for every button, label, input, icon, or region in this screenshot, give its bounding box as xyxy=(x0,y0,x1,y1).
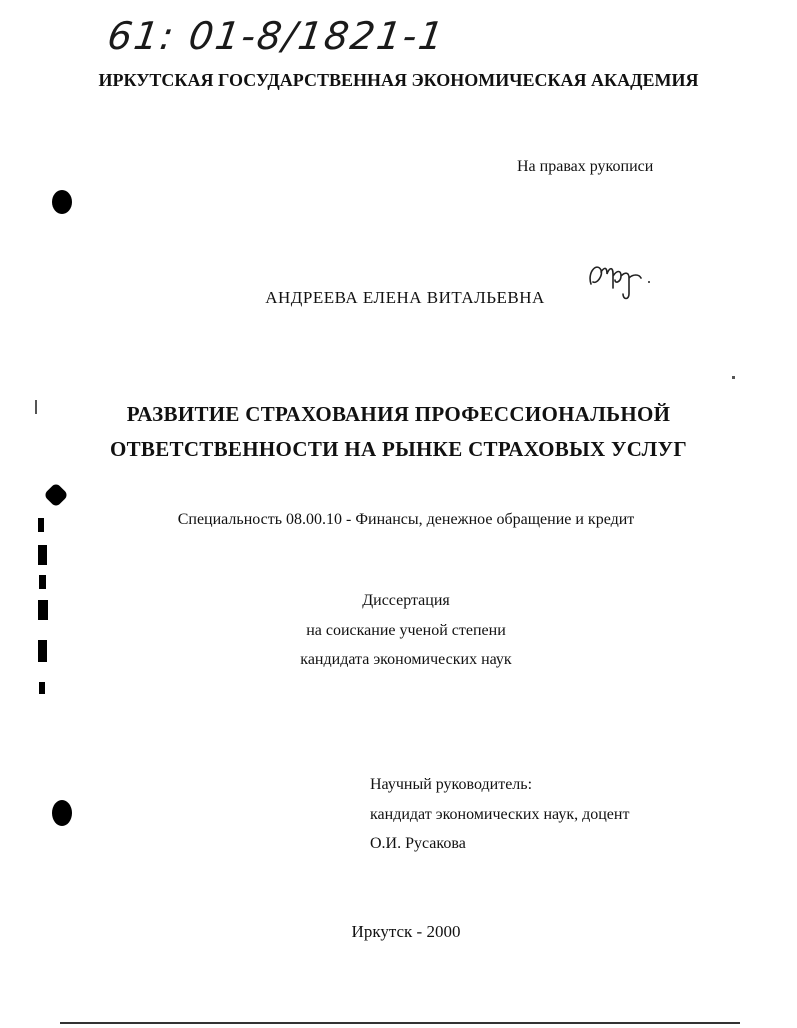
punch-hole-mark xyxy=(52,800,72,826)
punch-hole-mark xyxy=(43,482,68,507)
city-year: Иркутск - 2000 xyxy=(351,922,461,941)
edge-speck xyxy=(35,400,37,414)
author-name: АНДРЕЕВА ЕЛЕНА ВИТАЛЬЕВНА xyxy=(265,288,545,307)
advisor-line-3: О.И. Русакова xyxy=(370,835,466,852)
advisor-line-2: кандидат экономических наук, доцент xyxy=(370,806,630,823)
archive-code: 61: 01-8/1821-1 xyxy=(104,14,448,58)
binding-mark xyxy=(38,640,47,662)
binding-mark xyxy=(39,682,45,694)
edge-speck xyxy=(732,376,735,379)
title-line-1: РАЗВИТИЕ СТРАХОВАНИЯ ПРОФЕССИОНАЛЬНОЙ xyxy=(126,402,671,426)
institution-name: ИРКУТСКАЯ ГОСУДАРСТВЕННАЯ ЭКОНОМИЧЕСКАЯ АКАДЕМИЯ xyxy=(98,70,699,90)
punch-hole-mark xyxy=(52,190,72,214)
dissertation-line-1: Диссертация xyxy=(362,592,450,609)
specialty-line: Специальность 08.00.10 - Финансы, денежное обращение и кредит xyxy=(177,511,635,528)
title-line-2: ОТВЕТСТВЕННОСТИ НА РЫНКЕ СТРАХОВЫХ УСЛУГ xyxy=(109,437,687,461)
signature-icon xyxy=(585,254,660,304)
dissertation-line-2: на соискание ученой степени xyxy=(306,622,506,639)
binding-mark xyxy=(38,518,44,532)
advisor-line-1: Научный руководитель: xyxy=(370,776,533,793)
binding-mark xyxy=(38,545,47,565)
dissertation-line-3: кандидата экономических наук xyxy=(300,651,512,668)
rights-note: На правах рукописи xyxy=(517,158,654,175)
bottom-rule xyxy=(60,1022,740,1024)
binding-mark xyxy=(38,600,48,620)
binding-mark xyxy=(39,575,46,589)
